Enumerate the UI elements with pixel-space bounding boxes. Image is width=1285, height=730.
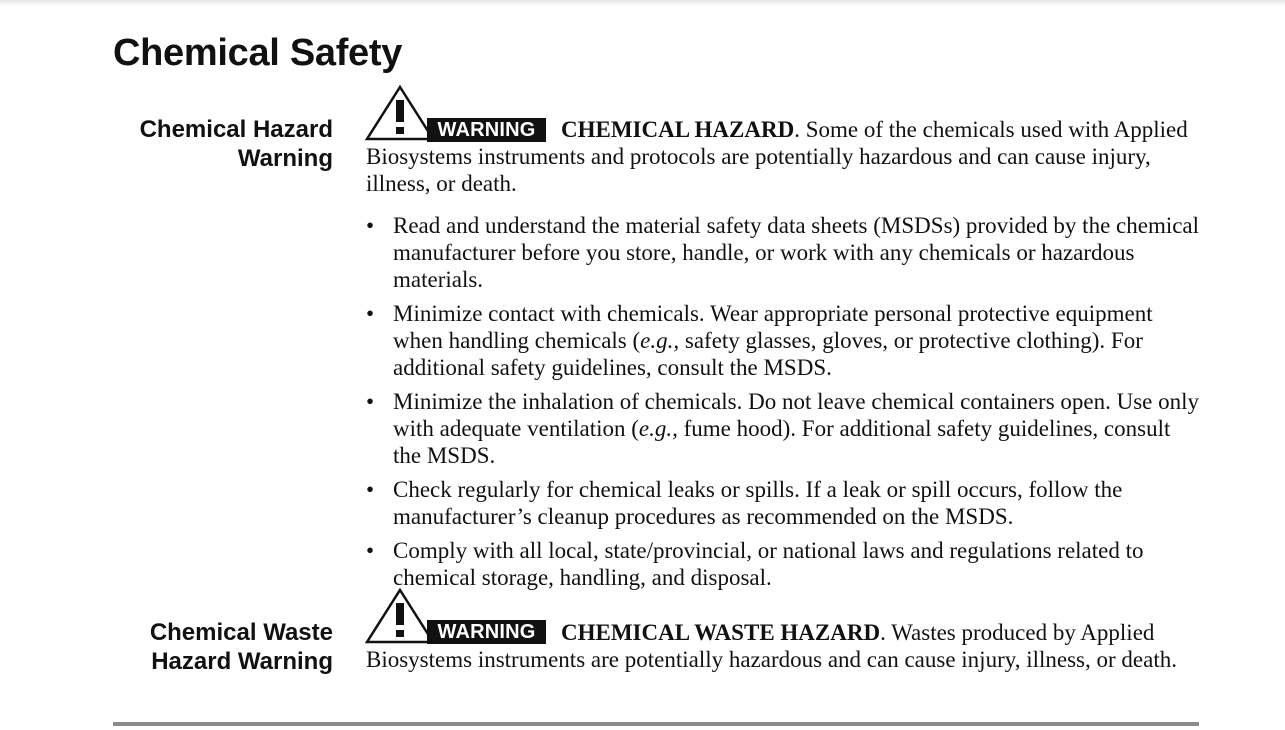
- list-item: [366, 476, 1201, 530]
- list-item-text: Minimize contact with chemicals. Wear appropriate personal protective equipment when handling chemicals (: [393, 301, 1153, 353]
- hazard-statement: [366, 116, 1196, 197]
- bullet-mark: •: [366, 477, 375, 502]
- hazard-text: . Some of the chemicals used with Applied Biosystems instruments and protocols are potentially hazardous and can cause injury, illness, or death.: [366, 117, 1188, 196]
- section-heading-line: Chemical Waste: [149, 619, 333, 646]
- section-heading-line: Hazard Warning: [151, 648, 333, 675]
- list-item-text: Minimize the inhalation of chemicals. Do not leave chemical containers open. Use only with adequate ventilation (: [393, 389, 1200, 441]
- list-item-text: Read and understand the material safety data sheets (MSDSs) provided by the chemical manufacturer before you store, handle, or work with any chemicals or hazardous materials.: [393, 213, 1200, 292]
- hazard-statement: [366, 619, 1196, 673]
- section-heading-line: Warning: [237, 145, 333, 172]
- list-item-text: safety glasses, gloves, or protective clothing). For additional safety guidelines, consult the MSDS.: [393, 328, 1143, 380]
- hazard-name: CHEMICAL WASTE HAZARD: [561, 620, 881, 645]
- hazard-text: . Wastes produced by Applied Biosystems instruments are potentially hazardous and can cause injury, illness, or death.: [366, 620, 1177, 672]
- page-title: Chemical Safety: [113, 32, 403, 74]
- section-heading-chemical-hazard: [93, 115, 333, 173]
- warning-label: WARNING: [427, 118, 546, 142]
- list-item: [366, 300, 1201, 381]
- list-item: [366, 388, 1201, 469]
- bottom-divider: [113, 722, 1199, 726]
- safety-guidelines-list: [366, 212, 1201, 598]
- list-item-text: Check regularly for chemical leaks or spills. If a leak or spill occurs, follow the manufacturer’s cleanup procedures as recommended on the MSDS.: [393, 477, 1123, 529]
- warning-label: WARNING: [427, 620, 546, 644]
- bullet-mark: •: [366, 301, 375, 326]
- section-heading-line: Chemical Hazard: [139, 116, 333, 143]
- list-item: [366, 212, 1201, 293]
- hazard-name: CHEMICAL HAZARD: [561, 117, 795, 142]
- list-item-text: Comply with all local, state/provincial, or national laws and regulations related to chemical storage, handling, and disposal.: [393, 538, 1144, 590]
- page-top-shadow: [0, 0, 1285, 6]
- bullet-mark: •: [366, 389, 375, 414]
- list-item-text: fume hood). For additional safety guidelines, consult the MSDS.: [393, 416, 1171, 468]
- list-item-emphasis: e.g.,: [638, 416, 678, 441]
- section-heading-chemical-waste-hazard: [93, 618, 333, 676]
- list-item: [366, 537, 1201, 591]
- bullet-mark: •: [366, 213, 375, 238]
- list-item-emphasis: e.g.,: [640, 328, 680, 353]
- bullet-mark: •: [366, 538, 375, 563]
